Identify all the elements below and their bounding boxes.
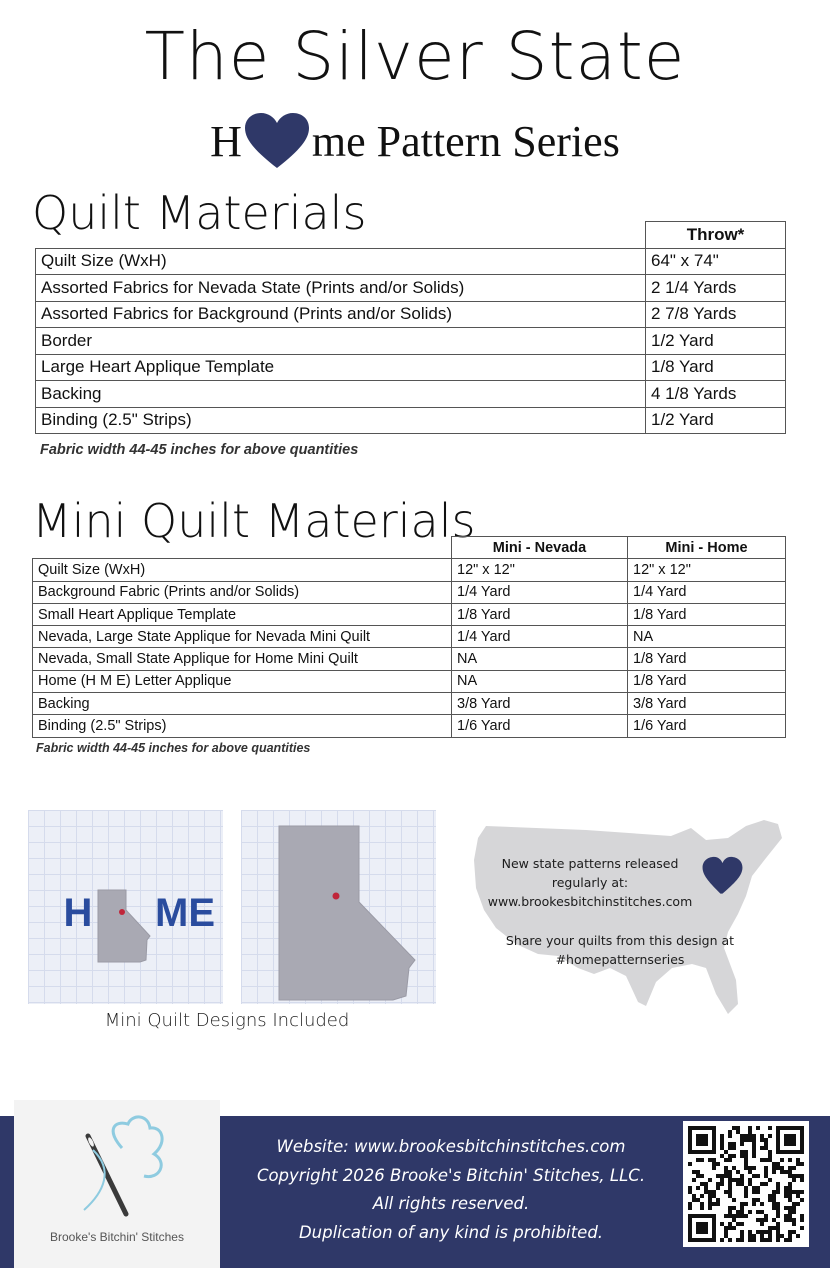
logo-text: Brooke's Bitchin' Stitches — [50, 1230, 184, 1244]
map-line-1: New state patterns released — [501, 856, 679, 871]
row-item: Background Fabric (Prints and/or Solids) — [33, 581, 452, 603]
map-info-text — [470, 854, 710, 911]
quilt-materials-table — [35, 221, 786, 434]
subtitle-prefix: H — [210, 116, 242, 166]
row-value: 1/2 Yard — [646, 328, 786, 355]
column-header-throw: Throw* — [646, 222, 786, 249]
row-item: Backing — [36, 381, 646, 408]
row-item: Quilt Size (WxH) — [33, 559, 452, 581]
table-row — [33, 648, 786, 670]
footer-text — [226, 1133, 676, 1247]
row-home: 1/8 Yard — [628, 648, 786, 670]
row-nevada: 3/8 Yard — [452, 693, 628, 715]
row-item: Binding (2.5" Strips) — [36, 407, 646, 434]
quilt-materials-title: Quilt Materials — [32, 186, 367, 240]
row-home: NA — [628, 626, 786, 648]
map-line-4: Share your quilts from this design at — [505, 933, 735, 948]
heart-icon — [244, 112, 310, 170]
row-value: 64" x 74" — [646, 248, 786, 275]
row-item: Backing — [33, 693, 452, 715]
small-heart-icon — [119, 909, 125, 915]
row-item: Quilt Size (WxH) — [36, 248, 646, 275]
column-header-mini-home: Mini - Home — [628, 537, 786, 559]
row-value: 2 7/8 Yards — [646, 301, 786, 328]
map-share-text — [495, 931, 745, 969]
table-row — [33, 693, 786, 715]
table-header-row — [36, 222, 786, 249]
footer-website[interactable]: Website: www.brookesbitchinstitches.com — [276, 1137, 626, 1156]
fabric-width-note: Fabric width 44-45 inches for above quantities — [40, 442, 359, 458]
footer-duplication: Duplication of any kind is prohibited. — [298, 1222, 604, 1242]
column-header-mini-nevada: Mini - Nevada — [452, 537, 628, 559]
mini-fabric-width-note: Fabric width 44-45 inches for above quantities — [36, 741, 311, 755]
page-subtitle — [0, 112, 830, 170]
table-row — [36, 275, 786, 302]
row-nevada: 12" x 12" — [452, 559, 628, 581]
row-value: 4 1/8 Yards — [646, 381, 786, 408]
row-item: Border — [36, 328, 646, 355]
footer-copyright: Copyright 2026 Brooke's Bitchin' Stitches, LLC. — [256, 1165, 646, 1185]
row-item: Home (H M E) Letter Applique — [33, 670, 452, 692]
nevada-state-shape — [98, 890, 150, 962]
row-item: Binding (2.5" Strips) — [33, 715, 452, 737]
qr-code-icon[interactable] — [683, 1121, 809, 1247]
row-item: Nevada, Small State Applique for Home Mini Quilt — [33, 648, 452, 670]
row-nevada: 1/8 Yard — [452, 603, 628, 625]
table-row — [33, 626, 786, 648]
nevada-mini-quilt-image — [241, 810, 436, 1004]
row-home: 1/8 Yard — [628, 603, 786, 625]
map-line-2: regularly at: — [551, 875, 629, 890]
home-letter-h: H — [63, 891, 93, 935]
row-home: 1/6 Yard — [628, 715, 786, 737]
table-row — [36, 301, 786, 328]
row-value: 1/2 Yard — [646, 407, 786, 434]
us-map-shape — [474, 820, 782, 1014]
table-header-row — [33, 537, 786, 559]
us-map-image — [466, 818, 786, 1024]
mini-quilt-materials-table — [32, 536, 786, 738]
table-row — [36, 248, 786, 275]
small-heart-icon — [333, 893, 340, 900]
empty-header-cell — [36, 222, 646, 249]
row-item: Large Heart Applique Template — [36, 354, 646, 381]
row-value: 2 1/4 Yards — [646, 275, 786, 302]
home-letters-me: ME — [155, 891, 215, 935]
needle-heart-icon — [14, 1100, 220, 1230]
table-row — [36, 381, 786, 408]
mini-designs-caption: Mini Quilt Designs Included — [104, 1010, 350, 1031]
row-nevada: NA — [452, 670, 628, 692]
table-row — [33, 603, 786, 625]
row-home: 12" x 12" — [628, 559, 786, 581]
subtitle-suffix: me Pattern Series — [311, 116, 620, 166]
table-row — [33, 559, 786, 581]
row-item: Nevada, Large State Applique for Nevada Mini Quilt — [33, 626, 452, 648]
map-hashtag: #homepatternseries — [555, 952, 685, 967]
page-title: The Silver State — [144, 18, 686, 95]
row-item: Assorted Fabrics for Background (Prints and/or Solids) — [36, 301, 646, 328]
table-row — [33, 581, 786, 603]
row-item: Small Heart Applique Template — [33, 603, 452, 625]
table-row — [36, 407, 786, 434]
table-row — [33, 715, 786, 737]
row-value: 1/8 Yard — [646, 354, 786, 381]
row-home: 1/4 Yard — [628, 581, 786, 603]
map-website-link[interactable]: www.brookesbitchinstitches.com — [487, 894, 693, 909]
row-home: 1/8 Yard — [628, 670, 786, 692]
row-item: Assorted Fabrics for Nevada State (Prints and/or Solids) — [36, 275, 646, 302]
row-nevada: 1/4 Yard — [452, 581, 628, 603]
row-nevada: 1/4 Yard — [452, 626, 628, 648]
home-mini-quilt-image — [28, 810, 223, 1004]
table-row — [36, 354, 786, 381]
row-home: 3/8 Yard — [628, 693, 786, 715]
mini-quilt-materials-title: Mini Quilt Materials — [32, 494, 476, 548]
empty-header-cell — [33, 537, 452, 559]
footer-rights: All rights reserved. — [372, 1194, 530, 1213]
brand-logo — [14, 1100, 220, 1268]
row-nevada: 1/6 Yard — [452, 715, 628, 737]
table-row — [36, 328, 786, 355]
table-row — [33, 670, 786, 692]
row-nevada: NA — [452, 648, 628, 670]
nevada-large-state-shape — [279, 826, 415, 1000]
